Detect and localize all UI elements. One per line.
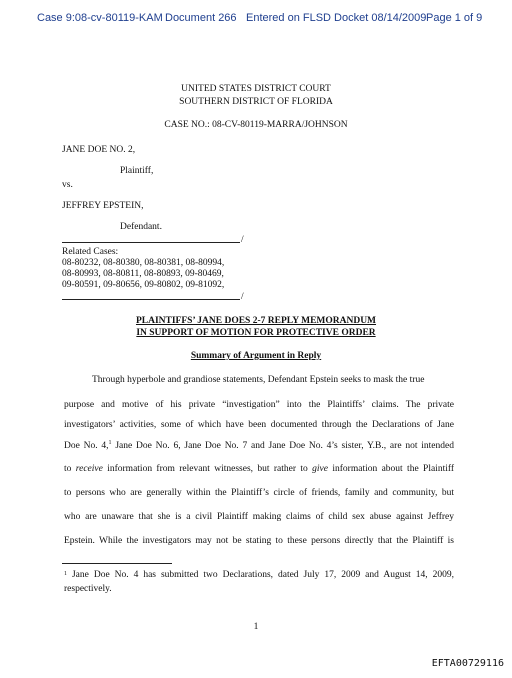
plaintiff-name: JANE DOE NO. 2, [62,145,136,155]
court-district: SOUTHERN DISTRICT OF FLORIDA [179,97,333,107]
footnote-number: 1 [64,571,67,577]
footnote: $^1$ Jane Doe No. 4 has submitted two Declarations, dated July 17, 2009 and August 14, 2009, respectively. [64,570,454,594]
versus: vs. [62,180,73,190]
page-number: 1 [253,622,259,632]
body-line: purpose and motive of his private “investigation” into the Plaintiffs’ claims. The private [64,400,454,410]
case-number: CASE NO.: 08-CV-80119-MARRA/JOHNSON [164,120,348,130]
body-line: to persons who are generally within the Plaintiff’s circle of friends, family and community, but [64,488,454,498]
caption-rule-1 [62,242,240,243]
body-line: Epstein. While the investigators may not be stating to these persons directly that the Plaintiff is [64,536,454,546]
document-title-line2: IN SUPPORT OF MOTION FOR PROTECTIVE ORDER [136,328,376,338]
defendant-name: JEFFREY EPSTEIN, [62,201,144,211]
caption-slash-1: / [241,235,244,245]
body-line: to receive information from relevant witnesses, but rather to give information about the Plaintiff [64,464,454,474]
document-title-line1: PLAINTIFFS’ JANE DOES 2-7 REPLY MEMORANDUM [135,316,377,326]
defendant-role: Defendant. [120,222,162,232]
body-line: Through hyperbole and grandiose statements, Defendant Epstein seeks to mask the true [92,375,425,385]
footnote-ref: 1 [108,440,112,446]
body-line: Doe No. 4,$^1$ Jane Doe No. 6, Jane Doe No. 7 and Jane Doe No. 4’s sister, Y.B., are not intended [64,440,454,451]
caption-rule-2 [62,299,240,300]
header-document: Document 266 [165,12,237,24]
related-cases-title: Related Cases: [62,247,119,257]
related-cases-line: 08-80232, 08-80380, 08-80381, 08-80994, [62,258,225,268]
section-heading: Summary of Argument in Reply [190,351,322,361]
footnote-separator [62,563,172,564]
header-entered: Entered on FLSD Docket 08/14/2009 [246,12,427,24]
bates-stamp: EFTA00729116 [431,658,504,669]
related-cases-line: 09-80591, 09-80656, 09-80802, 09-81092, [62,280,225,290]
header-case: Case 9:08-cv-80119-KAM [37,12,163,24]
caption-slash-2: / [241,292,244,302]
related-cases-line: 08-80993, 08-80811, 08-80893, 09-80469, [62,269,224,279]
header-page: Page 1 of 9 [426,12,483,24]
body-line: who are unaware that she is a civil Plaintiff making claims of child sex abuse against Jeffrey [64,512,454,522]
court-name: UNITED STATES DISTRICT COURT [181,84,331,94]
body-line: investigators’ activities, some of which have been documented through the Declarations of Jane [64,420,454,430]
plaintiff-role: Plaintiff, [120,166,154,176]
